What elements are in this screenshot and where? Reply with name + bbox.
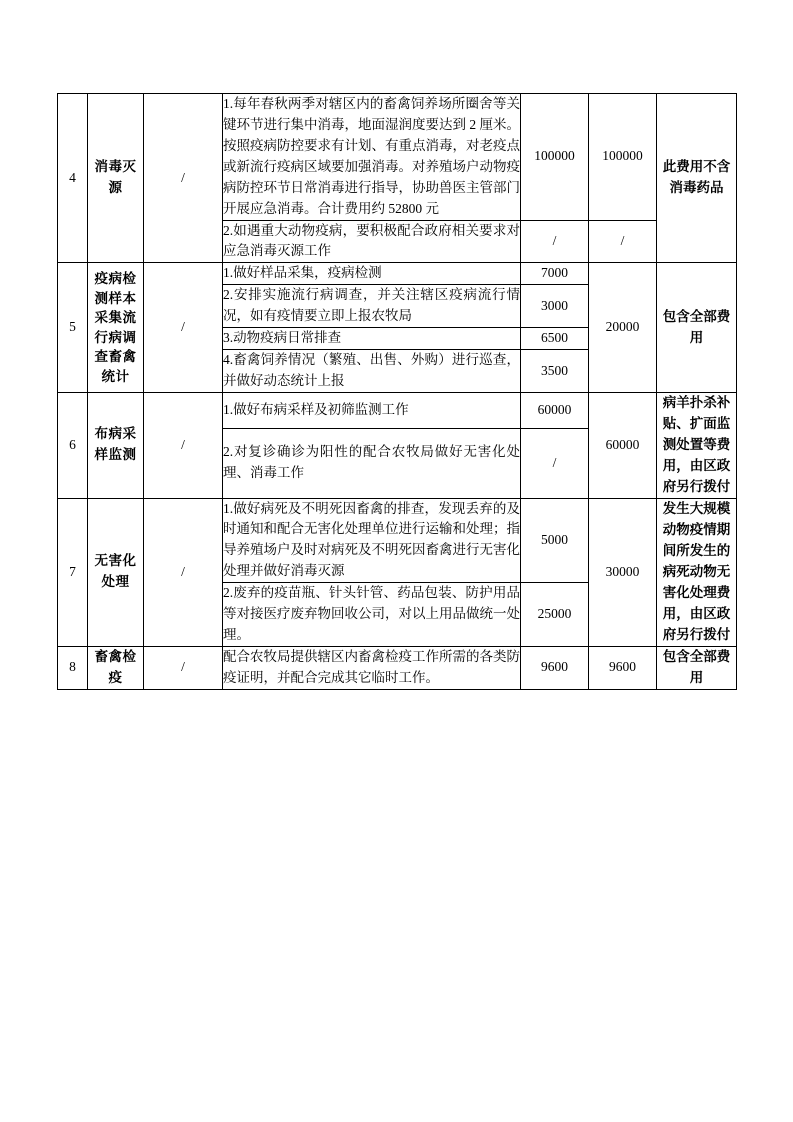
expense-table (57, 93, 737, 690)
task-subtotal: 5000 (521, 498, 589, 583)
task-subtotal: 3500 (521, 350, 589, 393)
task-subtotal: 7000 (521, 263, 589, 285)
task-description: 1.每年春秋两季对辖区内的畜禽饲养场所圈舍等关键环节进行集中消毒，地面湿润度要达到 2 厘米。按照疫病防控要求有计划、有重点消毒，对老疫点或新流行疫病区域要加强消毒。对养殖场户动物疫病防控环节日常消毒进行指导，协助兽医主管部门开展应急消毒。合计费用约 52800 元 (223, 94, 521, 221)
row-index: 6 (58, 392, 88, 498)
row-note: 包含全部费用 (657, 263, 737, 393)
row-index: 7 (58, 498, 88, 646)
task-subtotal: 6500 (521, 328, 589, 350)
row-item-name: 布病采样监测 (88, 392, 144, 498)
task-description: 2.对复诊确诊为阳性的配合农牧局做好无害化处理、消毒工作 (223, 428, 521, 498)
task-description: 1.做好病死及不明死因畜禽的排查，发现丢弃的及时通知和配合无害化处理单位进行运输和处理；指导养殖场户及时对病死及不明死因畜禽进行无害化处理并做好消毒灭源 (223, 498, 521, 583)
row-unit: / (144, 263, 223, 393)
task-subtotal: 3000 (521, 285, 589, 328)
table-row (58, 498, 737, 583)
task-subtotal: 25000 (521, 583, 589, 647)
row-index: 8 (58, 646, 88, 689)
row-note: 病羊扑杀补贴、扩面监测处置等费用，由区政府另行拨付 (657, 392, 737, 498)
row-note: 发生大规模动物疫情期间所发生的病死动物无害化处理费用，由区政府另行拨付 (657, 498, 737, 646)
row-note: 包含全部费用 (657, 646, 737, 689)
row-unit: / (144, 94, 223, 263)
task-subtotal: 9600 (521, 646, 589, 689)
row-total: 100000 (589, 94, 657, 221)
task-description: 配合农牧局提供辖区内畜禽检疫工作所需的各类防疫证明，并配合完成其它临时工作。 (223, 646, 521, 689)
task-description: 1.做好样品采集，疫病检测 (223, 263, 521, 285)
row-index: 4 (58, 94, 88, 263)
task-subtotal: / (521, 220, 589, 263)
row-total: 60000 (589, 392, 657, 498)
row-total: 30000 (589, 498, 657, 646)
row-unit: / (144, 392, 223, 498)
task-description: 4.畜禽饲养情况（繁殖、出售、外购）进行巡查，并做好动态统计上报 (223, 350, 521, 393)
task-description: 2.废弃的疫苗瓶、针头针管、药品包装、防护用品等对接医疗废弃物回收公司，对以上用品做统一处理。 (223, 583, 521, 647)
table-container (57, 93, 736, 690)
task-description: 1.做好布病采样及初筛监测工作 (223, 392, 521, 428)
row-total: 20000 (589, 263, 657, 393)
row-note: 此费用不含消毒药品 (657, 94, 737, 263)
row-unit: / (144, 646, 223, 689)
task-subtotal: 60000 (521, 392, 589, 428)
task-description: 2.如遇重大动物疫病，要积极配合政府相关要求对应急消毒灭源工作 (223, 220, 521, 263)
table-row (58, 646, 737, 689)
row-item-name: 疫病检测样本采集流行病调查畜禽统计 (88, 263, 144, 393)
row-item-name: 消毒灭源 (88, 94, 144, 263)
task-subtotal: 100000 (521, 94, 589, 221)
table-row (58, 94, 737, 221)
task-description: 2.安排实施流行病调查，并关注辖区疫病流行情况，如有疫情要立即上报农牧局 (223, 285, 521, 328)
row-total: / (589, 220, 657, 263)
row-index: 5 (58, 263, 88, 393)
table-row (58, 392, 737, 428)
row-total: 9600 (589, 646, 657, 689)
row-unit: / (144, 498, 223, 646)
table-row (58, 263, 737, 285)
row-item-name: 畜禽检疫 (88, 646, 144, 689)
task-description: 3.动物疫病日常排查 (223, 328, 521, 350)
task-subtotal: / (521, 428, 589, 498)
row-item-name: 无害化处理 (88, 498, 144, 646)
